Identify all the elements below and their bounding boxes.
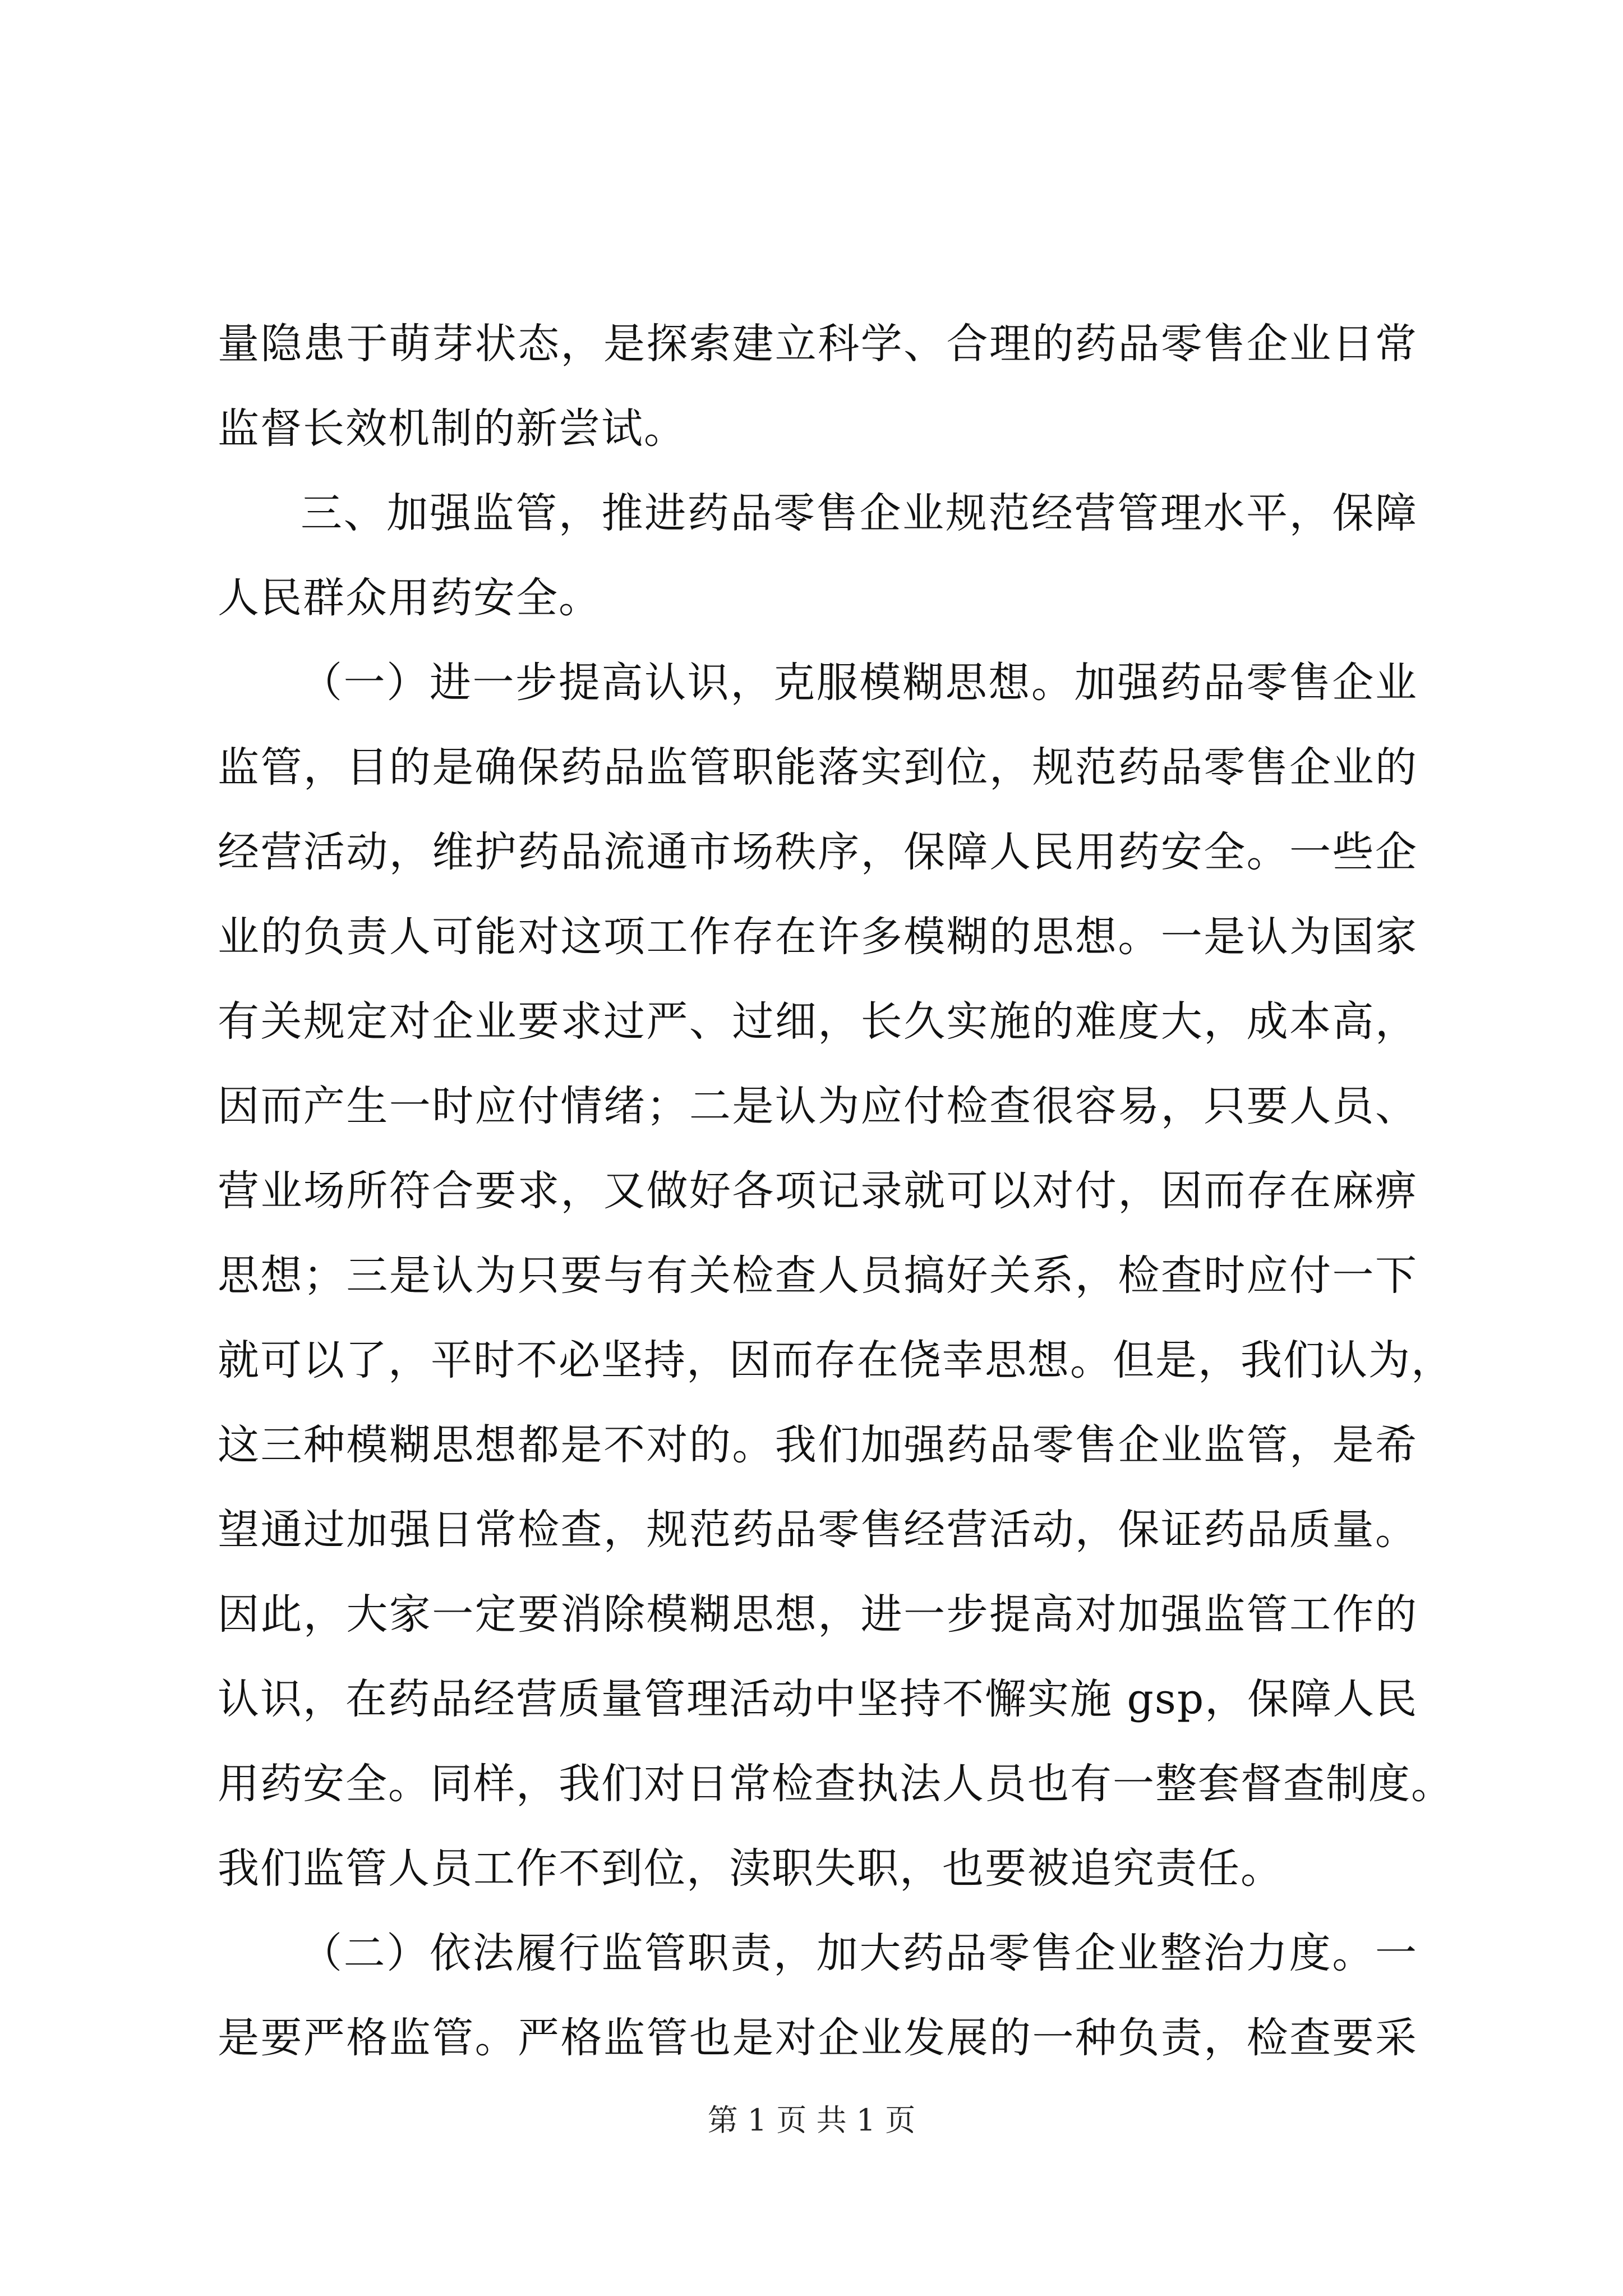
text-line: 监督长效机制的新尝试。 [218,404,686,453]
text-line: 量隐患于萌芽状态，是探索建立科学、合理的药品零售企业日常 [218,320,1418,368]
text-line: 用药安全。同样，我们对日常检查执法人员也有一整套督查制度。 [218,1760,1454,1808]
text-line: 因而产生一时应付情绪；二是认为应付检查很容易，只要人员、 [218,1082,1418,1130]
text-line: 监管，目的是确保药品监管职能落实到位，规范药品零售企业的 [218,743,1418,792]
text-line: 这三种模糊思想都是不对的。我们加强药品零售企业监管，是希 [218,1421,1418,1469]
text-line: 有关规定对企业要求过严、过细，长久实施的难度大，成本高， [218,997,1418,1046]
text-line: 因此，大家一定要消除模糊思想，进一步提高对加强监管工作的 [218,1590,1418,1639]
page-number-footer: 第 1 页 共 1 页 [707,2102,916,2138]
section-heading-line: 人民群众用药安全。 [218,574,601,622]
text-line: 是要严格监管。严格监管也是对企业发展的一种负责，检查要采 [218,2014,1418,2062]
text-line: 我们监管人员工作不到位，渎职失职，也要被追究责任。 [218,1844,1283,1893]
text-line: 经营活动，维护药品流通市场秩序，保障人民用药安全。一些企 [218,828,1418,876]
subsection-heading-line: （二）依法履行监管职责，加大药品零售企业整治力度。一 [301,1929,1418,1977]
text-line: 业的负责人可能对这项工作存在许多模糊的思想。一是认为国家 [218,913,1418,961]
text-line: 思想；三是认为只要与有关检查人员搞好关系，检查时应付一下 [218,1251,1418,1300]
text-line: 营业场所符合要求，又做好各项记录就可以对付，因而存在麻痹 [218,1167,1418,1215]
text-line: 望通过加强日常检查，规范药品零售经营活动，保证药品质量。 [218,1506,1418,1554]
section-heading-line: 三、加强监管，推进药品零售企业规范经营管理水平，保障 [301,489,1418,537]
text-line: 认识，在药品经营质量管理活动中坚持不懈实施 gsp，保障人民 [218,1675,1418,1723]
text-line: 就可以了，平时不必坚持，因而存在侥幸思想。但是，我们认为， [218,1336,1454,1384]
subsection-heading-line: （一）进一步提高认识，克服模糊思想。加强药品零售企业 [301,659,1418,707]
